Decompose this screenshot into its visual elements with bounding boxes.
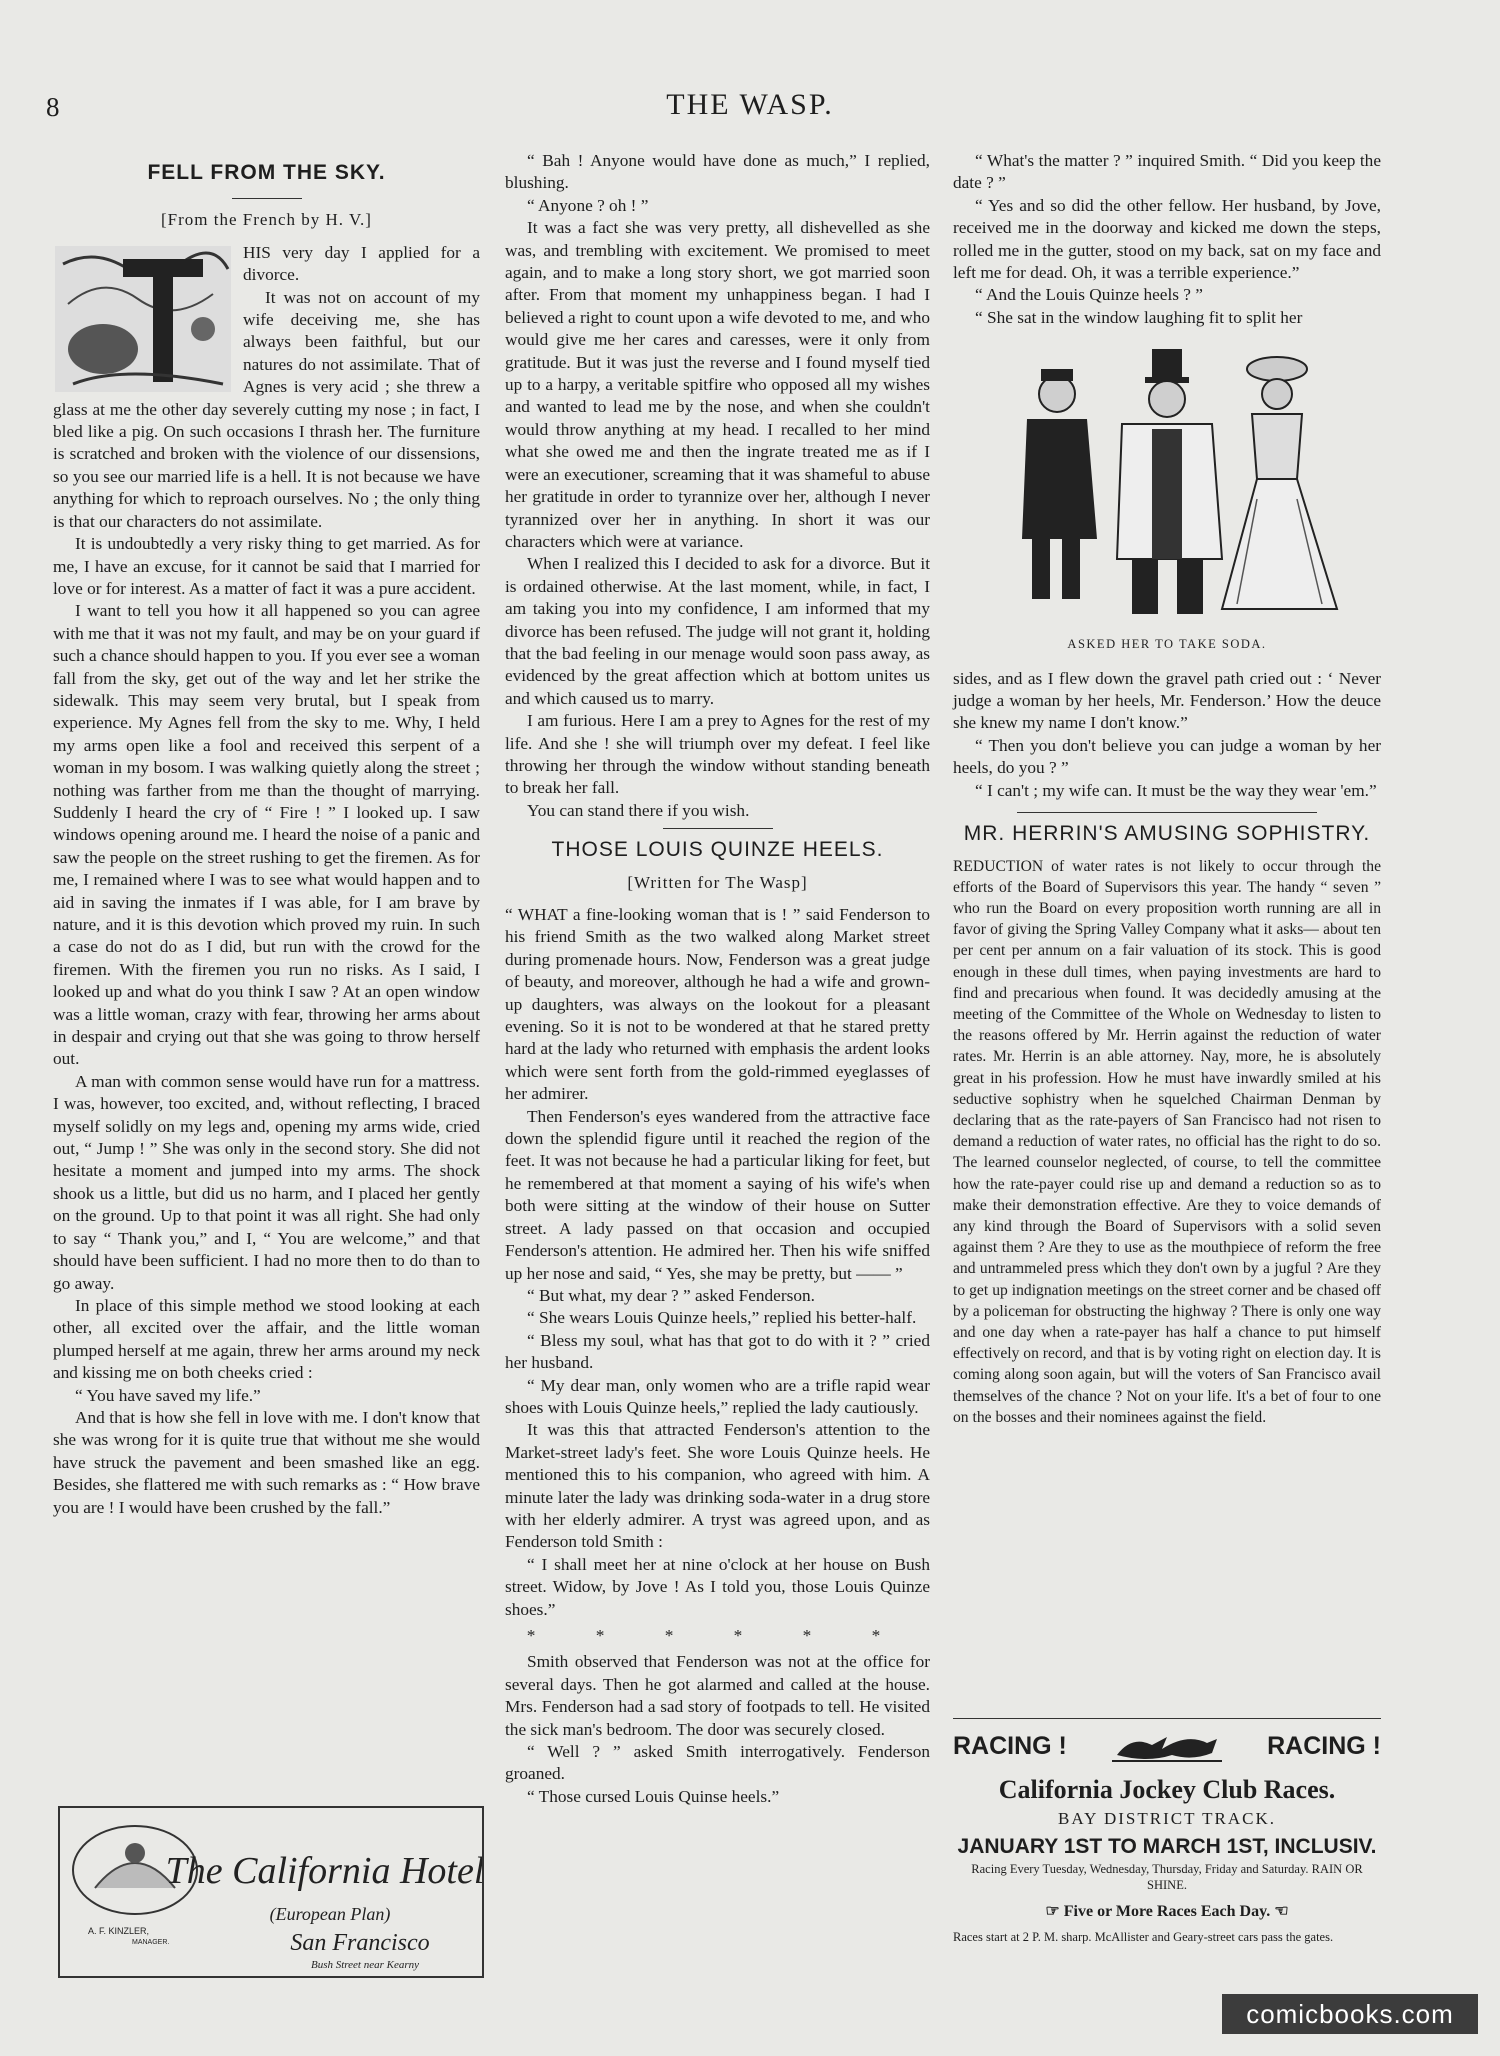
manager-title: MANAGER.: [132, 1939, 170, 1946]
article-title: THOSE LOUIS QUINZE HEELS.: [551, 838, 884, 862]
hotel-plan: (European Plan): [269, 1904, 391, 1924]
paragraph: It was a fact she was very pretty, all dishevelled as she was, and trembling with excitement. We promised to meet again, and to make a long story short, we got married soon after. From that moment my unhappiness began. I had I believed a right to count upon a wife devoted to me, and who would give me her cares and caresses, were it only from gratitude. But it was just the reverse and I found myself tied up to a harpy, a veritable spitfire who opposed all my wishes and wanted to lead me by the nose, and when she couldn't would throw anything at my head. I recalled to her mind what she owed me and then the ingrate treated me as if I were an executioner, screaming that it was shameful to abuse her gratitude in order to tyrannize over her, although I never tyrannized over her in anything. In short it was our characters which were at variance.: [505, 218, 930, 551]
racing-label-right: RACING !: [1267, 1731, 1381, 1760]
page-number: 8: [46, 92, 60, 122]
cartoon-illustration: [967, 339, 1367, 629]
paragraph: “ Those cursed Louis Quinse heels.”: [527, 1786, 780, 1806]
paragraph: “ But what, my dear ? ” asked Fenderson.: [527, 1285, 815, 1305]
paragraph: “ I can't ; my wife can. It must be the way they wear 'em.”: [975, 780, 1377, 800]
paragraph: It is undoubtedly a very risky thing to get married. As for me, I have an excuse, for it cannot be said that I married for love or for interest. As a matter of fact it was a pure accident.: [53, 534, 480, 598]
horses-icon: [1112, 1727, 1222, 1765]
manager-name: A. F. KINZLER,: [88, 1926, 150, 1936]
illustration-caption: ASKED HER TO TAKE SODA.: [1067, 637, 1267, 652]
racing-start: Races start at 2 P. M. sharp. McAllister and Geary-street cars pass the gates.: [953, 1930, 1334, 1944]
paragraph: In place of this simple method we stood looking at each other, all excited over the affair, and the little woman plumped herself at me again, threw her arms around my neck and kissing me on both cheeks cried :: [53, 1295, 480, 1383]
article-title: FELL FROM THE SKY.: [147, 161, 386, 184]
paragraph: “ My dear man, only women who are a trifle rapid wear shoes with Louis Quinze heels,” replied the lady cautiously.: [505, 1375, 930, 1417]
masthead: THE WASP.: [666, 88, 834, 121]
paragraph: HIS very day I applied for a divorce.: [243, 242, 480, 285]
byline: [Written for The Wasp]: [627, 872, 808, 892]
racing-schedule: Racing Every Tuesday, Wednesday, Thursday, Friday and Saturday. RAIN OR SHINE.: [971, 1862, 1363, 1892]
watermark: comicbooks.com: [1222, 1994, 1478, 2034]
divider: [232, 198, 302, 199]
drop-cap-t-icon: [53, 244, 233, 394]
paragraph: sides, and as I flew down the gravel path cried out : ‘ Never judge a woman by her heels, Mr. Fenderson.’ How the deuce she knew my name I don't know.”: [953, 668, 1381, 733]
paragraph: “ She wears Louis Quinze heels,” replied his better-half.: [527, 1308, 917, 1328]
pointing-hand-icon: ☜: [1270, 1903, 1289, 1920]
section-stars: * * * * * *: [526, 1626, 909, 1645]
racing-label-left: RACING !: [953, 1731, 1067, 1760]
paragraph: “ Anyone ? oh ! ”: [527, 195, 649, 215]
paragraph: “ Then you don't believe you can judge a woman by her heels, do you ? ”: [953, 735, 1381, 778]
pointing-hand-icon: ☞: [1045, 1903, 1064, 1920]
paragraph: “ I shall meet her at nine o'clock at her house on Bush street. Widow, by Jove ! As I told you, those Louis Quinze shoes.”: [505, 1554, 930, 1619]
paragraph: “ Bless my soul, what has that got to do with it ? ” cried her husband.: [505, 1330, 930, 1373]
paragraph: It was not on account of my wife deceiving me, she has always been faithful, but our natures do not assimilate. That of Agnes is very acid ; she threw a glass at me the other day severely cutting my nose ; in fact, I bled like a pig. On such occasions I thrash her. The furniture is scratched and broken with the violence of our dissensions, so you see our married life is a hell. It is not because we have anything for which to reproach ourselves. No ; the only thing is that our characters do not assimilate.: [53, 287, 480, 531]
paragraph: “ What's the matter ? ” inquired Smith. “ Did you keep the date ? ”: [953, 151, 1381, 193]
divider: [663, 828, 773, 829]
paragraph: “ And the Louis Quinze heels ? ”: [975, 285, 1203, 305]
column-3: [953, 150, 1381, 1428]
paragraph: And that is how she fell in love with me. I don't know that she was wrong for it is quite true that without me she would have struck the pavement and been smashed like an egg. Besides, she flattered me with such remarks as : “ How brave you are ! I would have been crushed by the fall.”: [53, 1407, 480, 1517]
racing-track: BAY DISTRICT TRACK.: [1058, 1809, 1276, 1828]
racing-advertisement: [953, 1718, 1381, 1945]
paragraph: I want to tell you how it all happened so you can agree with me that it was not my fault, and may be on your guard if such a chance should happen to you. If you ever see a woman fall from the sky, get out of the way and let her strike the sidewalk. This may seem very brutal, but I speak from experience. My Agnes fell from the sky to me. Why, I held my arms open like a fool and received this serpent of a woman in my bosom. I was walking quietly along the street ; nothing was farther from me than the thought of marrying. Suddenly I heard the cry of “ Fire ! ” I looked up. I saw windows opening around me. I heard the noise of a panic and saw the people on the street rushing to get the firemen. As for me, I remained where I was to see what would happen and to aid in saving the inmates if I was able, for I am brave by nature, and it is this devotion which proved my ruin. In such a case do not do as I did, but run with the crowd for the firemen. With the firemen you run no risks. As I said, I looked up and what do you think I saw ? At an open window was a little woman, crazy with fear, throwing her arms about in despair and crying out that she was going to throw herself out.: [53, 601, 480, 1069]
paragraph: I am furious. Here I am a prey to Agnes for the rest of my life. And she ! she will triumph over my defeat. I feel like throwing her through the window without standing beneath to break her fall.: [505, 711, 930, 798]
paragraph: It was this that attracted Fenderson's attention to the Market-street lady's feet. She wore Louis Quinze heels. He mentioned this to his companion, who agreed with him. A minute later the lady was drinking soda-water in a drug store with her elderly admirer. A tryst was agreed upon, and as Fenderson told Smith :: [505, 1420, 930, 1552]
paragraph: “ Yes and so did the other fellow. Her husband, by Jove, received me in the doorway and kicked me down the steps, rolled me in the gutter, stood on my back, sat on my face and left me for dead. Oh, it was a terrible experience.”: [953, 195, 1381, 283]
divider: [953, 1718, 1381, 1719]
paragraph: “ You have saved my life.”: [75, 1385, 261, 1405]
paragraph: “ Bah ! Anyone would have done as much,” I replied, blushing.: [505, 151, 930, 193]
paragraph: Then Fenderson's eyes wandered from the attractive face down the splendid figure until it reached the region of the feet. It was not because he had a particular liking for feet, but he remembered at that moment a saying of his wife's when both were sitting at the window of their house on Sutter street. A lady passed on that occasion and occupied Fenderson's attention. He admired her. Then his wife sniffed up her nose and said, “ Yes, she may be pretty, but —— ”: [505, 1106, 930, 1283]
paragraph: When I realized this I decided to ask for a divorce. But it is ordained otherwise. At the last moment, while, in fact, I am taking you into my confidence, I am informed that my divorce has been refused. The judge will not grant it, holding that the bad feeling in our menage would soon pass away, as evidenced by the great affection which at bottom unites us and which caused us to marry.: [505, 554, 930, 708]
paragraph: “ She sat in the window laughing fit to split her: [975, 307, 1303, 327]
paragraph: “ Well ? ” asked Smith interrogatively. Fenderson groaned.: [505, 1742, 930, 1784]
paragraph: You can stand there if you wish.: [527, 800, 750, 820]
hotel-city: San Francisco: [290, 1930, 430, 1956]
racing-dates: JANUARY 1ST TO MARCH 1ST, INCLUSIV.: [957, 1835, 1377, 1858]
divider: [1017, 812, 1317, 813]
paragraph: REDUCTION of water rates is not likely to occur through the efforts of the Board of Supervisors this year. The handy “ seven ” who run the Board on every proposition worth running are all in favor of giving the Spring Valley Company what it asks— about ten per cent per annum on a fair valuation of its stock. This is good enough in these dull times, when paying investments are hard to find and precarious when found. It was decidedly amusing at the meeting of the Committee of the Whole on Wednesday to listen to the reasons offered by Mr. Herrin against the reduction of water rates. Mr. Herrin is an able attorney. Nay, more, he is absolutely great in his profession. How he must have inwardly smiled at his seductive sophistry when he squelched Chairman Denman by declaring that as the rate-payers of San Francisco had not risen to demand a reduction of water rates, no official has the right to do so. The learned counselor neglected, of course, to tell the committee how the rate-payer could rise up and demand a reduction so as to make their demonstration effective. Are they to voice demands of any kind through the Board of Supervisors with a solid seven against them ? Are they to use as the mouthpiece of reform the free and untrammeled press which they don't own by a jugful ? Are they to get up indignation meetings on the street corner and be chased off by a policeman for obstructing the highway ? There is only one way and one day when a rate-payer has half a chance to put himself effectively on record, and that is by voting right on election day. It is coming along soon again, but will the voters of San Francisco avail themselves of the chance ? Not on your life. It's a bet of four to one on the bosses and their nominees against the field.: [953, 857, 1381, 1426]
racing-five-races: ☞ Five or More Races Each Day. ☜: [1045, 1903, 1289, 1920]
article-title: MR. HERRIN'S AMUSING SOPHISTRY.: [963, 822, 1371, 846]
paragraph: “ WHAT a fine-looking woman that is ! ” said Fenderson to his friend Smith as the two walked along Market street during promenade hours. Now, Fenderson was a great judge of beauty, and moreover, although he had a wife and grown-up daughters, was always on the lookout for a pleasant evening. So it is not to be wondered at that he stared pretty hard at the lady who returned with emphasis the ardent looks which were sent forth from the gold-rimmed eyeglasses of her admirer.: [505, 905, 930, 1104]
column-1: [53, 150, 480, 1519]
hotel-name: The California Hotel: [165, 1850, 482, 1892]
byline: [From the French by H. V.]: [161, 210, 372, 230]
hotel-ad-graphic: [60, 1808, 482, 1976]
racing-club: California Jockey Club Races.: [998, 1775, 1336, 1804]
hotel-address: Bush Street near Kearny: [310, 1959, 420, 1971]
column-2: [505, 150, 930, 1808]
hotel-advertisement: [58, 1806, 484, 1978]
drop-cap-illustration: [53, 244, 233, 394]
paragraph: Smith observed that Fenderson was not at the office for several days. Then he got alarmed and called at the house. Mrs. Fenderson had a sad story of footpads to tell. He visited the sick man's bedroom. The door was securely closed.: [505, 1652, 930, 1739]
paragraph: A man with common sense would have run for a mattress. I was, however, too excited, and, without reflecting, I braced myself solidly on my legs and, opening my arms wide, cried out, “ Jump ! ” She was only in the second story. She did not hesitate a moment and jumped into my arms. The shock shook us a little, but did us no harm, and I placed her gently on the ground. Up to that point it was all right. She had only to say “ Thank you,” and I, “ You are welcome,” and that should have been sufficient. I had no more then to do than to go away.: [53, 1071, 480, 1293]
